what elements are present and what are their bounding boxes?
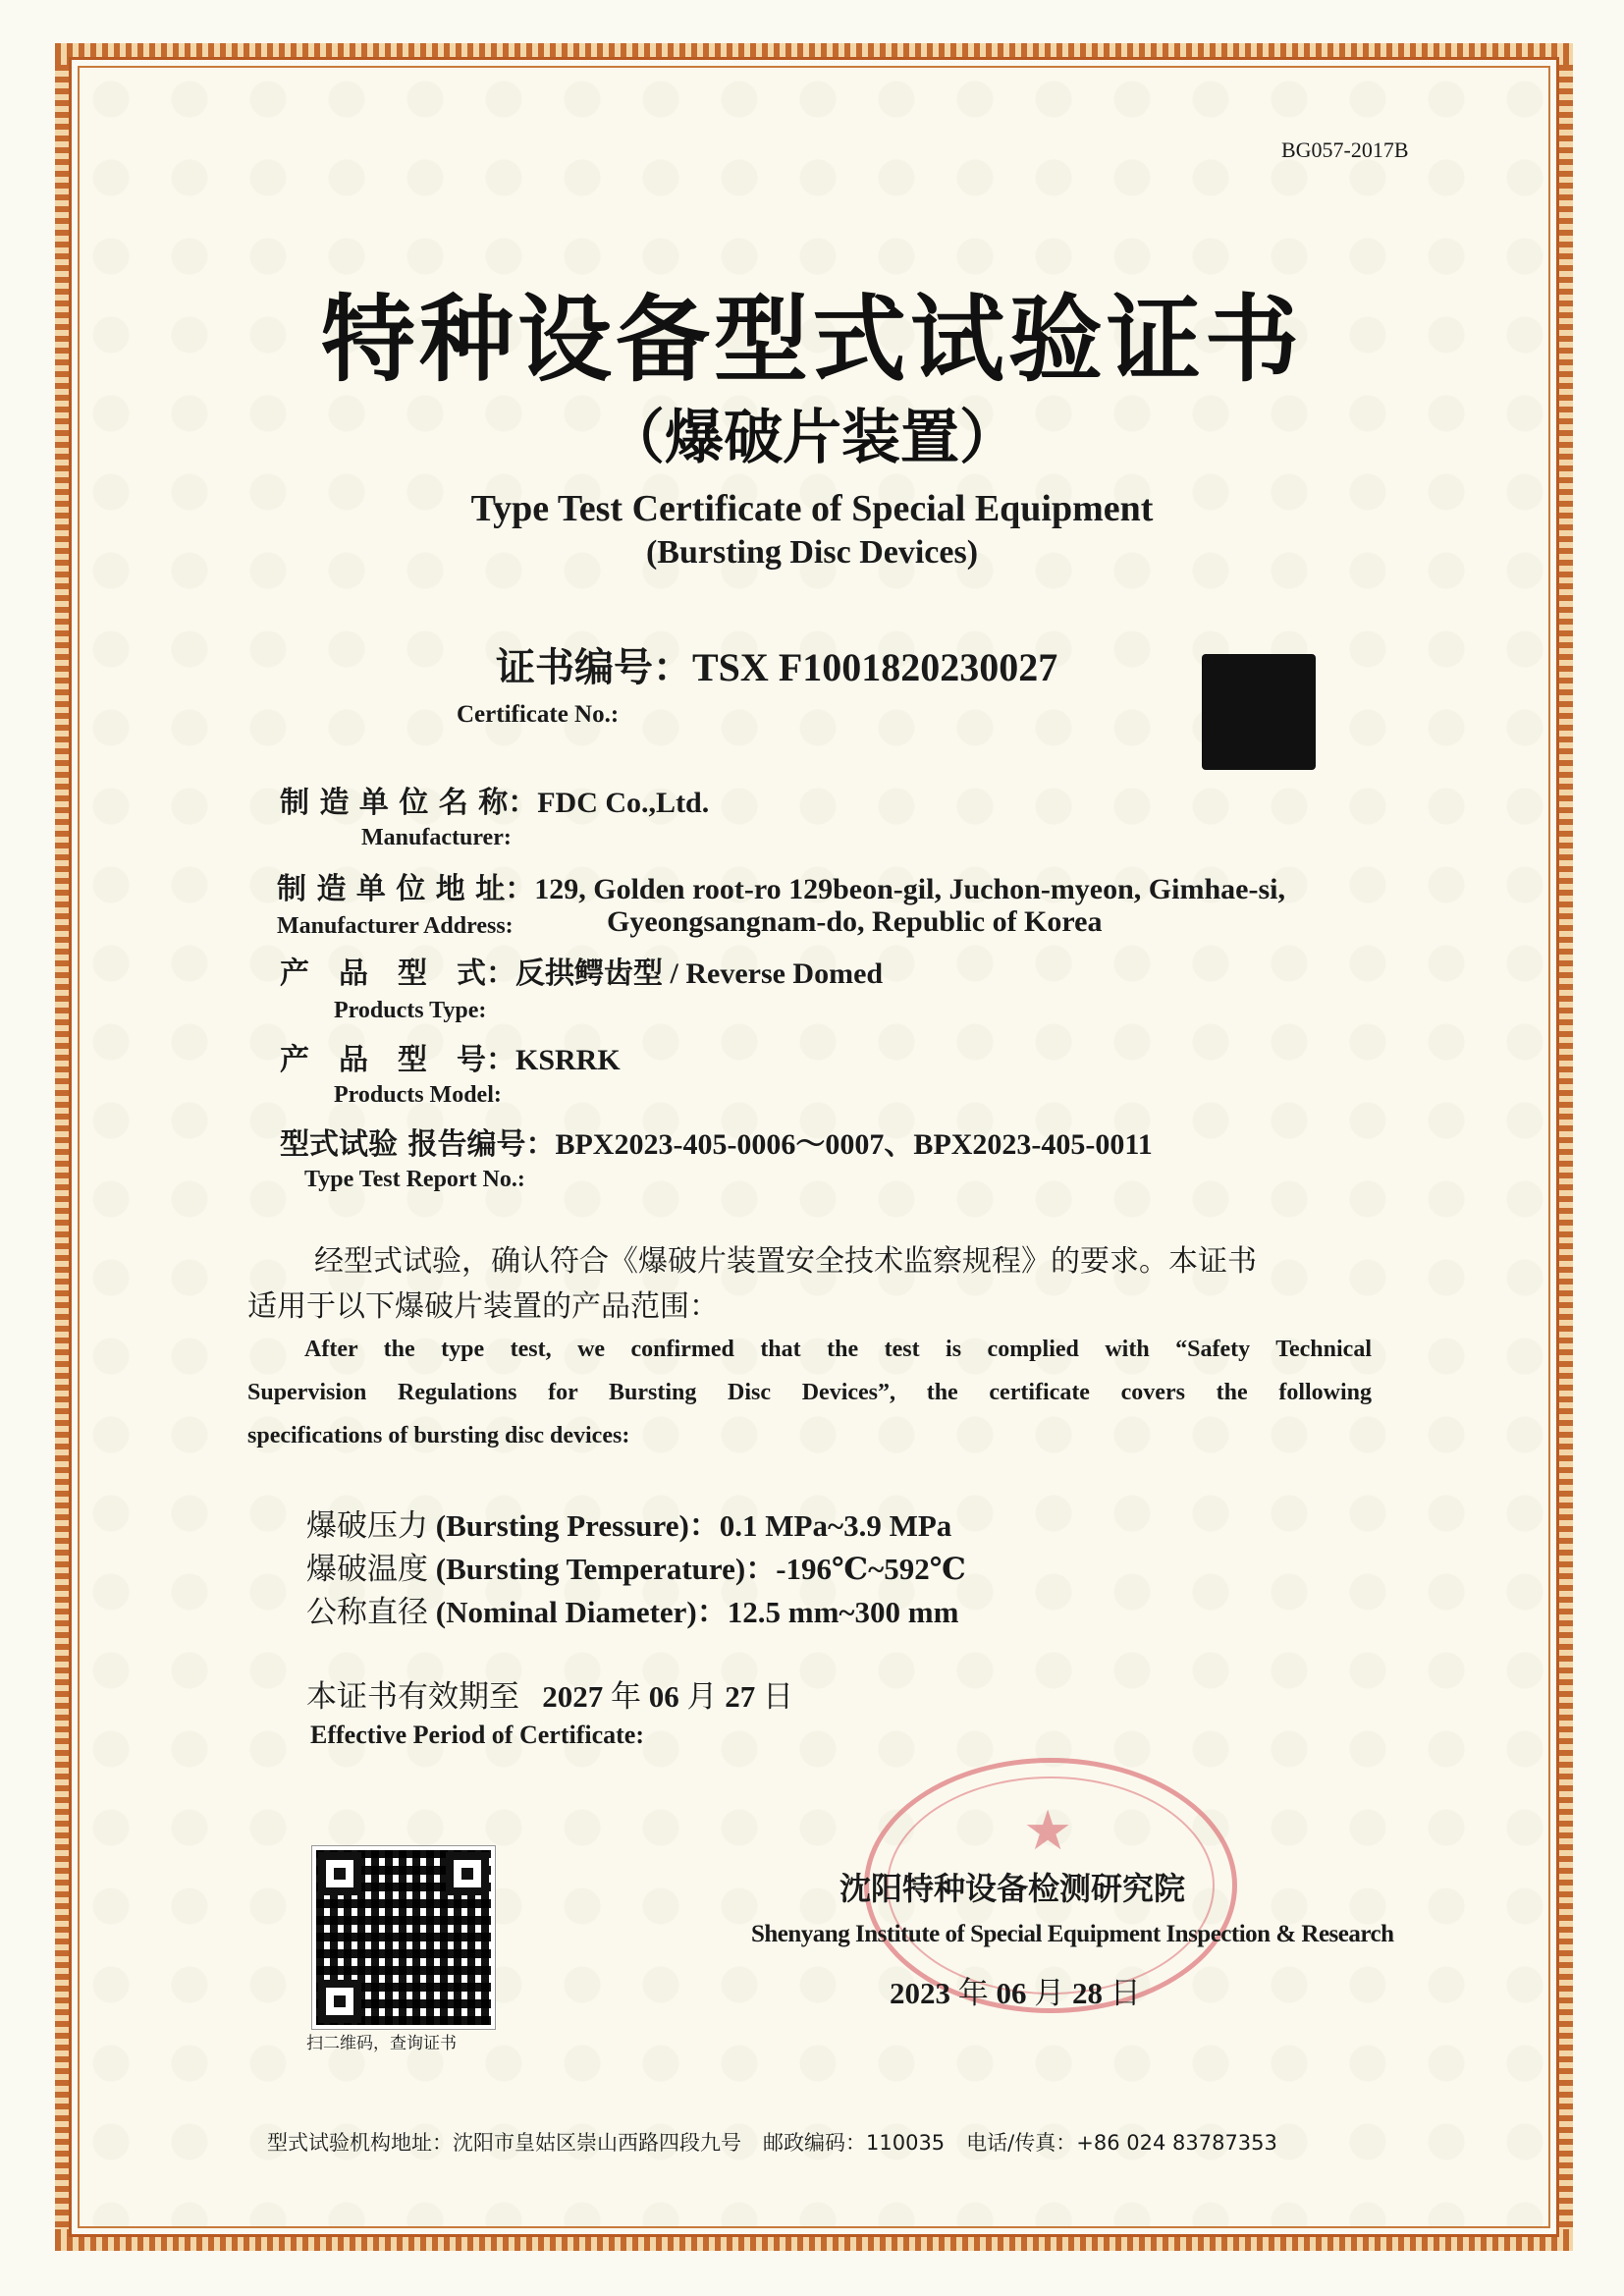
seal-star-icon: ★ bbox=[1023, 1799, 1073, 1863]
spec-diameter-label-en: (Nominal Diameter)： bbox=[435, 1595, 728, 1629]
address-label: 制 造 单 位 地 址： bbox=[277, 872, 535, 906]
qr-finder-top-left bbox=[318, 1852, 361, 1895]
spec-temperature-value: -196℃~592℃ bbox=[776, 1552, 966, 1586]
issuer-name-chinese: 沈阳特种设备检测研究院 bbox=[839, 1870, 1186, 1907]
spec-temperature bbox=[306, 1544, 966, 1588]
validity-year-unit: 年 bbox=[611, 1679, 641, 1715]
spec-temperature-label-cn: 爆破温度 bbox=[306, 1552, 428, 1587]
report-number-row bbox=[280, 1120, 1153, 1163]
spec-temperature-label-en: (Bursting Temperature)： bbox=[435, 1552, 777, 1586]
statement-en-line2: Supervision Regulations for Bursting Disc Devices”, the certificate covers the following bbox=[247, 1380, 1372, 1405]
statement-cn-line1: 经型式试验，确认符合《爆破片装置安全技术监察规程》的要求。本证书 bbox=[314, 1244, 1257, 1279]
address-value-line1: 129, Golden root-ro 129beon-gil, Juchon-myeon, Gimhae-si, bbox=[534, 873, 1285, 905]
validity-month: 06 bbox=[648, 1679, 679, 1714]
certificate-number-label-en: Certificate No.: bbox=[457, 701, 620, 728]
spec-pressure-label-cn: 爆破压力 bbox=[306, 1508, 428, 1544]
product-model-label-en: Products Model: bbox=[334, 1082, 502, 1108]
issue-day-unit: 日 bbox=[1110, 1976, 1141, 2011]
address-value-line2: Gyeongsangnam-do, Republic of Korea bbox=[607, 905, 1103, 938]
statement-en-line1: After the type test, we confirmed that the test is complied with “Safety Technical bbox=[304, 1337, 1372, 1362]
address-row bbox=[277, 864, 1285, 907]
statement-en-line3: specifications of bursting disc devices: bbox=[247, 1423, 630, 1449]
issue-month-unit: 月 bbox=[1034, 1976, 1065, 2011]
statement-chinese bbox=[247, 1239, 1377, 1330]
title-chinese: 特种设备型式试验证书 bbox=[321, 285, 1303, 395]
title-english: Type Test Certificate of Special Equipment bbox=[470, 488, 1154, 529]
photo-placeholder bbox=[1202, 654, 1316, 770]
qr-caption: 扫二维码，查询证书 bbox=[306, 2034, 457, 2053]
validity-row bbox=[306, 1671, 793, 1716]
form-number: BG057-2017B bbox=[1281, 137, 1409, 162]
address-label-en: Manufacturer Address: bbox=[277, 913, 514, 939]
spec-diameter-value: 12.5 mm~300 mm bbox=[727, 1595, 959, 1629]
validity-day-unit: 日 bbox=[763, 1679, 793, 1715]
qr-finder-top-right bbox=[446, 1852, 489, 1895]
certificate-number-label: 证书编号： bbox=[496, 645, 692, 690]
spec-diameter bbox=[306, 1587, 958, 1631]
issue-month: 06 bbox=[996, 1976, 1027, 2010]
qr-code[interactable] bbox=[312, 1846, 495, 2029]
footer-phone: 电话/传真：+86 024 83787353 bbox=[966, 2131, 1277, 2155]
issue-year: 2023 bbox=[890, 1976, 950, 2010]
spec-pressure-label-en: (Bursting Pressure)： bbox=[435, 1508, 720, 1543]
product-type-label: 产 品 型 式： bbox=[280, 957, 515, 991]
qr-finder-bottom-left bbox=[318, 1980, 361, 2023]
footer-postcode: 邮政编码：110035 bbox=[763, 2131, 946, 2155]
spec-diameter-label-cn: 公称直径 bbox=[306, 1595, 428, 1630]
subtitle-chinese: （爆破片装置） bbox=[606, 404, 1018, 472]
statement-english bbox=[247, 1328, 1372, 1457]
validity-month-unit: 月 bbox=[686, 1679, 718, 1715]
report-number-label: 型式试验 报告编号： bbox=[280, 1127, 556, 1162]
report-number-label-en: Type Test Report No.: bbox=[304, 1167, 525, 1192]
validity-label: 本证书有效期至 bbox=[306, 1679, 519, 1715]
statement-cn-line2: 适用于以下爆破片装置的产品范围： bbox=[247, 1289, 719, 1324]
issue-day: 28 bbox=[1072, 1976, 1103, 2010]
product-type-value: 反拱鳄齿型 / Reverse Domed bbox=[515, 957, 884, 990]
subtitle-english: (Bursting Disc Devices) bbox=[645, 534, 979, 571]
manufacturer-row bbox=[280, 778, 709, 821]
issuer-name-english: Shenyang Institute of Special Equipment Inspection & Research bbox=[751, 1921, 1394, 1947]
certificate-number-value: TSX F1001820230027 bbox=[692, 645, 1058, 689]
product-model-value: KSRRK bbox=[515, 1044, 621, 1076]
issue-year-unit: 年 bbox=[957, 1976, 989, 2011]
product-type-label-en: Products Type: bbox=[334, 998, 487, 1023]
manufacturer-value: FDC Co.,Ltd. bbox=[537, 787, 710, 819]
spec-pressure-value: 0.1 MPa~3.9 MPa bbox=[719, 1508, 952, 1543]
product-type-row bbox=[280, 949, 883, 992]
issue-date bbox=[890, 1968, 1141, 2012]
footer bbox=[267, 2127, 1299, 2157]
spec-pressure bbox=[306, 1501, 951, 1545]
product-model-row bbox=[280, 1035, 621, 1078]
footer-address: 型式试验机构地址：沈阳市皇姑区崇山西路四段九号 bbox=[267, 2131, 741, 2155]
validity-label-en: Effective Period of Certificate: bbox=[310, 1721, 644, 1749]
certificate-number-row bbox=[496, 636, 1057, 692]
manufacturer-label: 制 造 单 位 名 称： bbox=[280, 786, 538, 820]
validity-year: 2027 bbox=[542, 1679, 604, 1714]
report-number-value: BPX2023-405-0006～0007、BPX2023-405-0011 bbox=[555, 1128, 1153, 1161]
validity-day: 27 bbox=[725, 1679, 756, 1714]
product-model-label: 产 品 型 号： bbox=[280, 1043, 515, 1077]
manufacturer-label-en: Manufacturer: bbox=[361, 825, 512, 850]
